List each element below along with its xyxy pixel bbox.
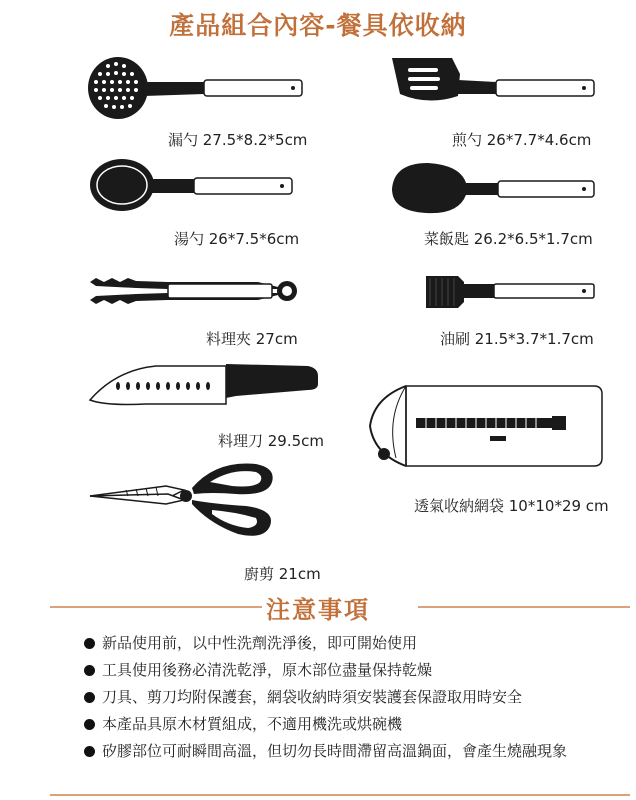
skimmer-icon [86, 52, 316, 122]
product-label: 菜飯匙 26.2*6.5*1.7cm [424, 230, 593, 248]
product-knife [86, 362, 336, 452]
bullet-icon [84, 692, 95, 703]
bottom-divider [50, 794, 630, 796]
serving-spoon-icon [388, 155, 618, 221]
basting-brush-icon [420, 270, 600, 314]
product-label: 漏勺 27.5*8.2*5cm [168, 131, 308, 149]
product-label: 湯勺 26*7.5*6cm [174, 230, 300, 248]
product-brush [420, 270, 620, 360]
bullet-icon [84, 746, 95, 757]
product-spoon [388, 155, 618, 255]
product-ladle [86, 155, 316, 255]
product-label: 料理夾 27cm [206, 330, 298, 348]
bullet-icon [84, 638, 95, 649]
list-item: 新品使用前，以中性洗劑洗淨後，即可開始使用 [84, 630, 614, 657]
product-turner [388, 52, 618, 162]
notes-list [84, 630, 614, 765]
list-item: 刀具、剪刀均附保護套，網袋收納時須安裝護套保證取用時安全 [84, 684, 614, 711]
page-title: 產品組合內容-餐具依收納 [169, 11, 467, 40]
product-label: 煎勺 26*7.7*4.6cm [452, 131, 592, 149]
ladle-icon [86, 155, 316, 221]
tongs-icon [88, 270, 308, 314]
list-item: 工具使用後務必清洗乾淨，原木部位盡量保持乾燥 [84, 657, 614, 684]
mesh-bag-icon [366, 378, 616, 478]
product-label: 油刷 21.5*3.7*1.7cm [440, 330, 594, 348]
product-label: 透氣收納網袋 10*10*29 cm [414, 497, 609, 515]
bullet-icon [84, 719, 95, 730]
bullet-icon [84, 665, 95, 676]
chef-knife-icon [86, 362, 326, 408]
notes-title: 注意事項 [266, 596, 370, 624]
product-tongs [88, 270, 318, 360]
kitchen-scissors-icon [86, 458, 286, 542]
turner-icon [388, 52, 618, 122]
product-scissors [86, 458, 346, 588]
product-label: 料理刀 29.5cm [218, 432, 325, 450]
list-item: 矽膠部位可耐瞬間高溫，但切勿長時間滯留高溫鍋面，會產生燒融現象 [84, 738, 614, 765]
product-label: 廚剪 21cm [244, 565, 321, 583]
product-skimmer [86, 52, 316, 162]
product-bag [366, 378, 626, 518]
list-item: 本產品具原木材質組成，不適用機洗或烘碗機 [84, 711, 614, 738]
